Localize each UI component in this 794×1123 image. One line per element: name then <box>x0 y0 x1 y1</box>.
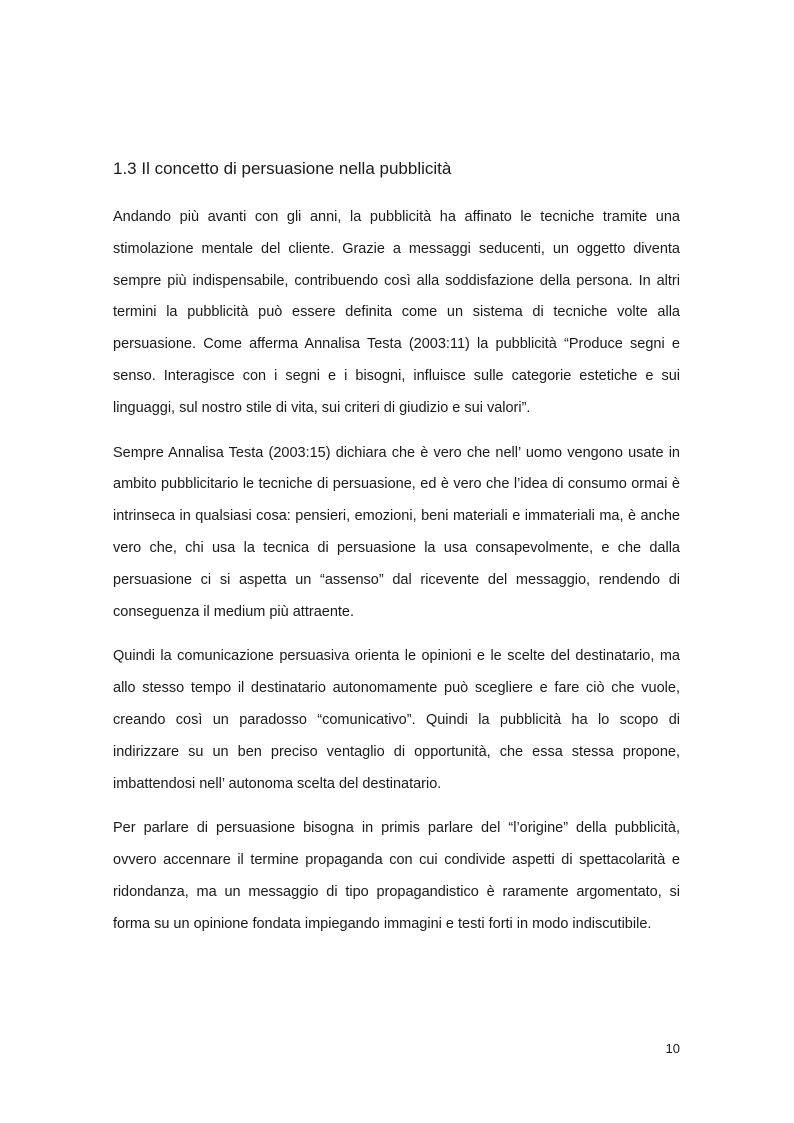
paragraph: Per parlare di persuasione bisogna in primis parlare del “l’origine” della pubblicità, ovvero accennare il termine propaganda con cui condivide aspetti di spettacolarità e ridondanza, ma un messaggio di tipo propagandistico è raramente argomentato, si forma su un opinione fondata impiegando immagini e testi forti in modo indiscutibile. <box>113 820 680 932</box>
body-text <box>113 202 680 954</box>
paragraph: Sempre Annalisa Testa (2003:15) dichiara che è vero che nell’ uomo vengono usate in ambito pubblicitario le tecniche di persuasione, ed è vero che l’idea di consumo ormai è intrinseca in qualsiasi cosa: pensieri, emozioni, beni materiali e immateriali ma, è anche vero che, chi usa la tecnica di persuasione la usa consapevolmente, e che dalla persuasione ci si aspetta un “assenso” dal ricevente del messaggio, rendendo di conseguenza il medium più attraente. <box>113 444 680 620</box>
page-number: 10 <box>665 1041 680 1056</box>
paragraph: Quindi la comunicazione persuasiva orienta le opinioni e le scelte del destinatario, ma allo stesso tempo il destinatario autonomamente può scegliere e fare ciò che vuole, creando così un paradosso “comunicativo”. Quindi la pubblicità ha lo scopo di indirizzare su un ben preciso ventaglio di opportunità, che essa stessa propone, imbattendosi nell’ autonoma scelta del destinatario. <box>113 648 680 792</box>
paragraph: Andando più avanti con gli anni, la pubblicità ha affinato le tecniche tramite una stimolazione mentale del cliente. Grazie a messaggi seducenti, un oggetto diventa sempre più indispensabile, contribuendo così alla soddisfazione della persona. In altri termini la pubblicità può essere definita come un sistema di tecniche volte alla persuasione. Come afferma Annalisa Testa (2003:11) la pubblicità “Produce segni e senso. Interagisce con i segni e i bisogni, influisce sulle categorie estetiche e sui linguaggi, sul nostro stile di vita, sui criteri di giudizio e sui valori”. <box>113 209 680 416</box>
section-heading: 1.3 Il concetto di persuasione nella pubblicità <box>113 159 452 178</box>
